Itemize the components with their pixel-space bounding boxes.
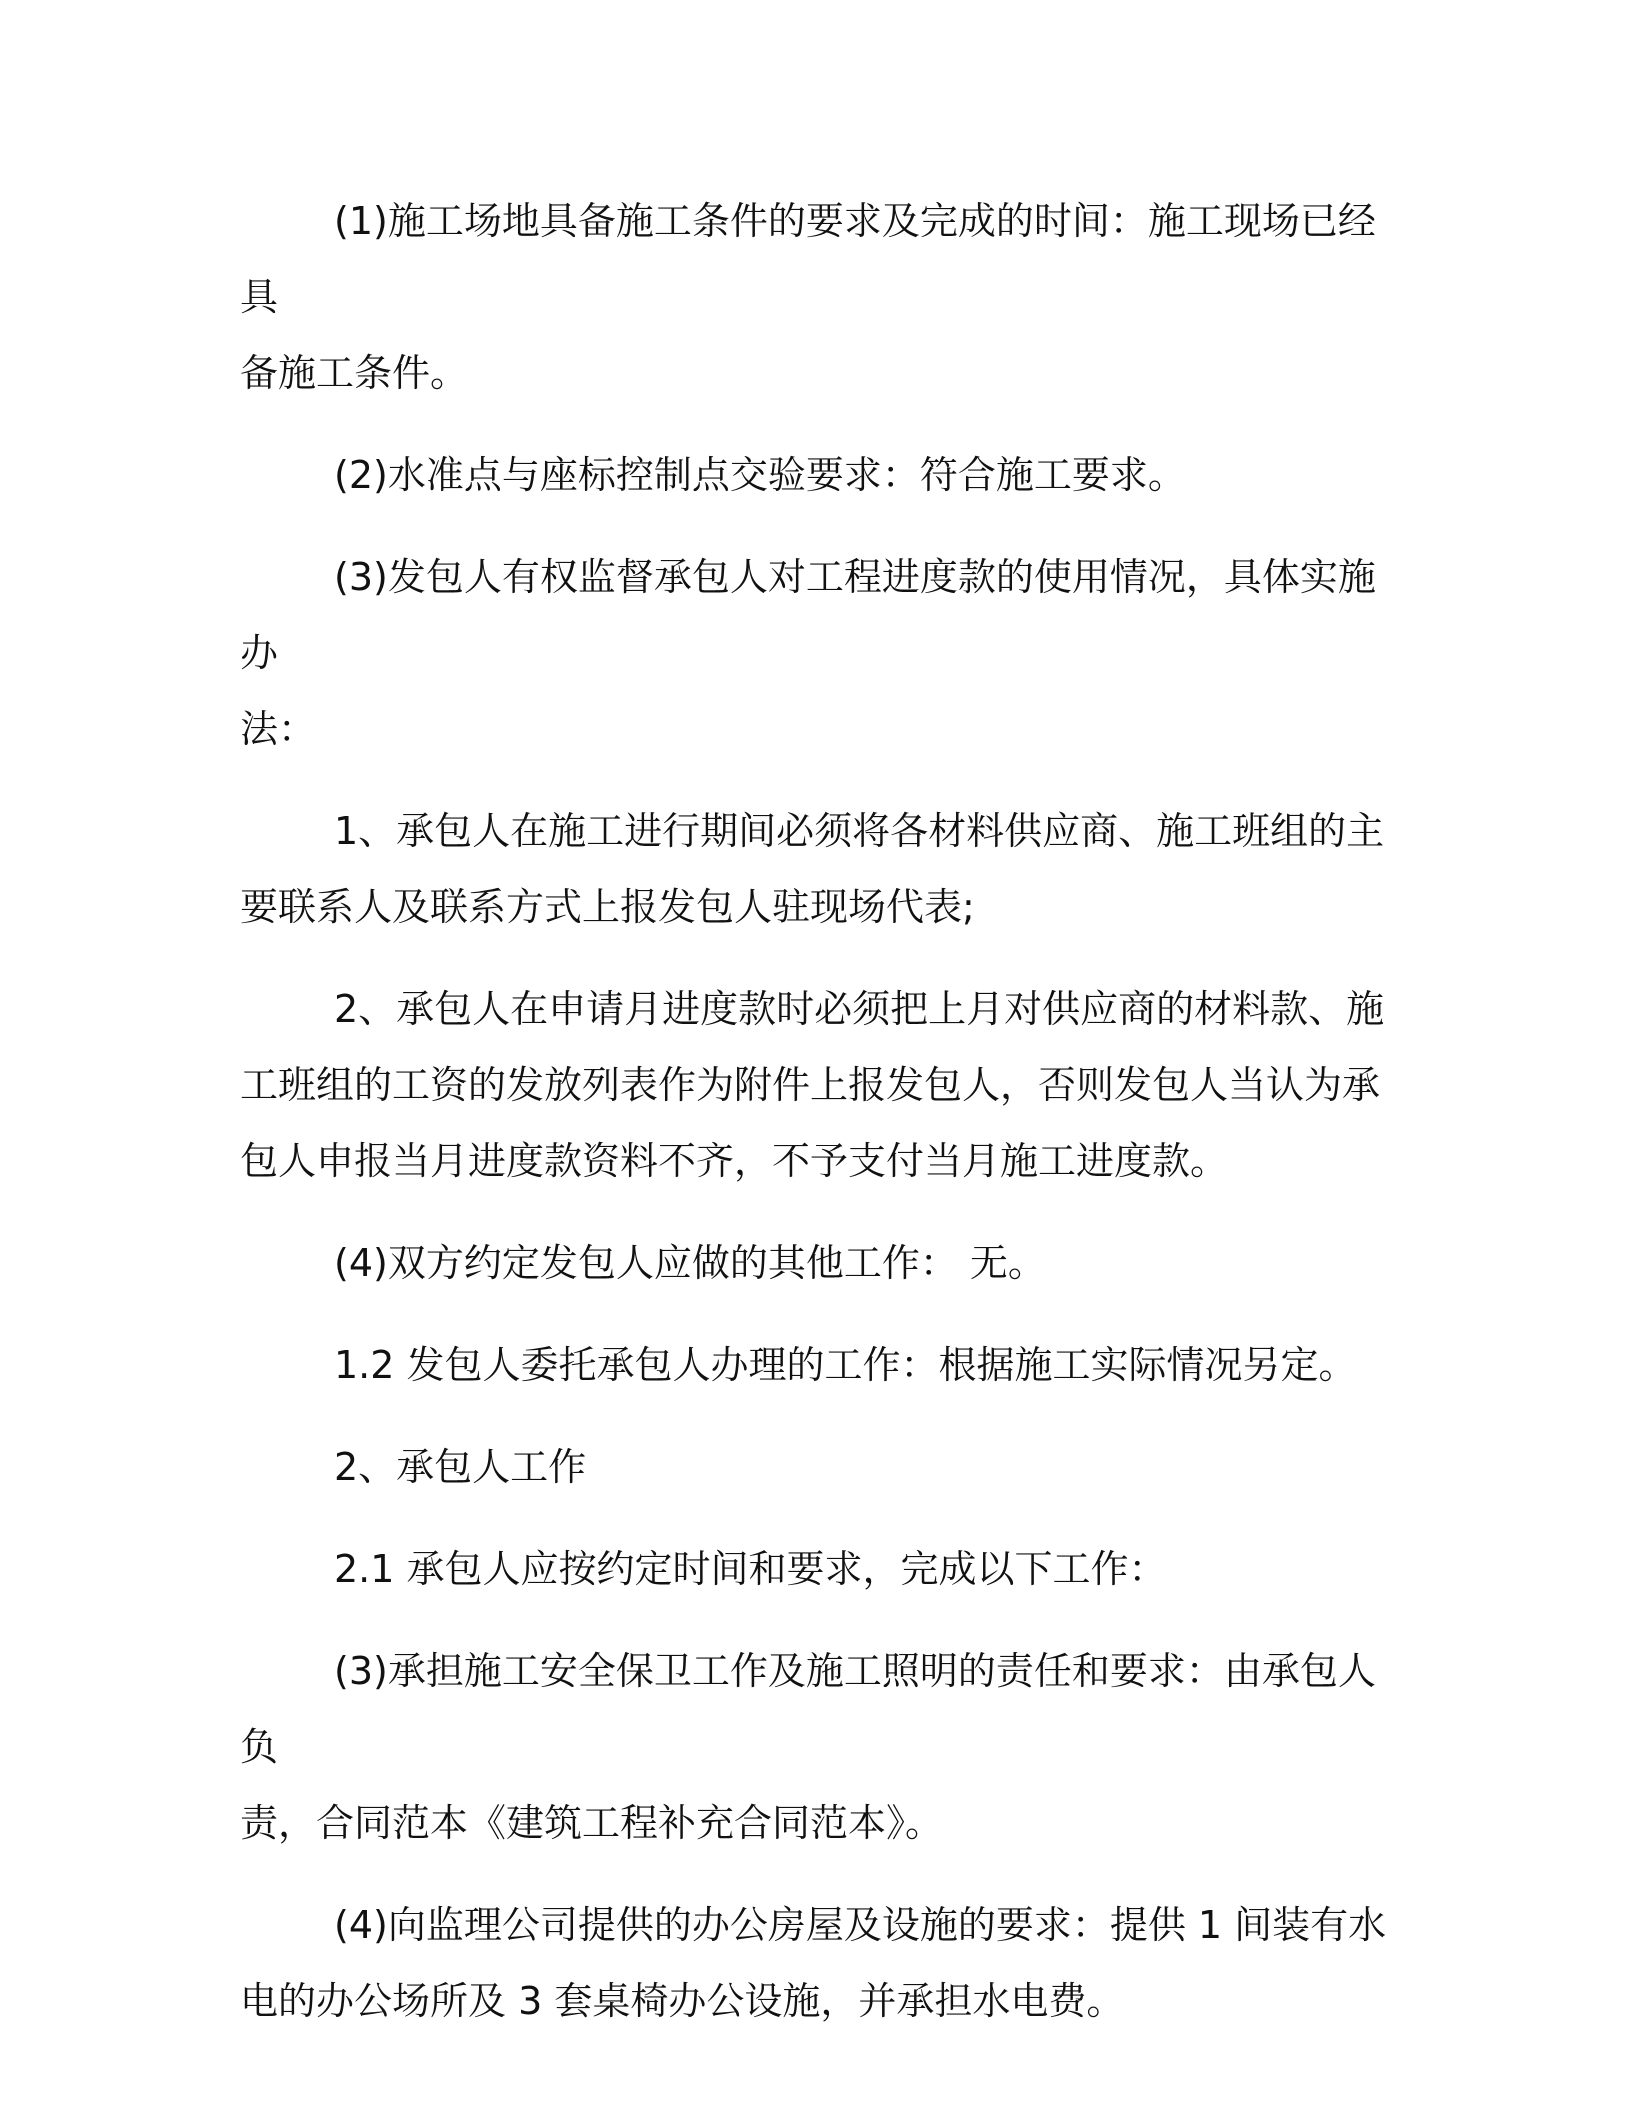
paragraph-line: 法： xyxy=(240,707,317,751)
paragraph-supervision xyxy=(240,539,1390,767)
paragraph-office xyxy=(240,1887,1390,2039)
paragraph-line: (4)双方约定发包人应做的其他工作： 无。 xyxy=(334,1241,1046,1285)
paragraph-line: 电的办公场所及 3 套桌椅办公设施，并承担水电费。 xyxy=(240,1979,1125,2023)
paragraph-section-2-heading xyxy=(240,1429,1390,1505)
paragraph-line: 备施工条件。 xyxy=(240,351,469,395)
paragraph-line: (3)承担施工安全保卫工作及施工照明的责任和要求：由承包人负 xyxy=(240,1649,1376,1769)
paragraph-line: 2、承包人工作 xyxy=(334,1445,587,1489)
paragraph-line: 1、承包人在施工进行期间必须将各材料供应商、施工班组的主 xyxy=(334,809,1385,853)
paragraph-site-conditions xyxy=(240,183,1390,411)
paragraph-security xyxy=(240,1633,1390,1861)
paragraph-section-1-2 xyxy=(240,1327,1390,1403)
paragraph-benchmark xyxy=(240,437,1390,513)
paragraph-other-work xyxy=(240,1225,1390,1301)
paragraph-item-1 xyxy=(240,793,1390,945)
paragraph-line: 1.2 发包人委托承包人办理的工作：根据施工实际情况另定。 xyxy=(334,1343,1357,1387)
paragraph-line: 2、承包人在申请月进度款时必须把上月对供应商的材料款、施 xyxy=(334,987,1385,1031)
paragraph-section-2-1 xyxy=(240,1531,1390,1607)
paragraph-line: 责，合同范本《建筑工程补充合同范本》。 xyxy=(240,1801,944,1845)
paragraph-line: 工班组的工资的发放列表作为附件上报发包人，否则发包人当认为承 xyxy=(240,1063,1381,1107)
paragraph-line: (1)施工场地具备施工条件的要求及完成的时间：施工现场已经具 xyxy=(240,199,1376,319)
paragraph-line: (3)发包人有权监督承包人对工程进度款的使用情况，具体实施办 xyxy=(240,555,1376,675)
paragraph-line: (4)向监理公司提供的办公房屋及设施的要求：提供 1 间装有水 xyxy=(334,1903,1387,1947)
paragraph-line: 要联系人及联系方式上报发包人驻现场代表; xyxy=(240,885,975,929)
paragraph-line: (2)水准点与座标控制点交验要求：符合施工要求。 xyxy=(334,453,1186,497)
paragraph-line: 包人申报当月进度款资料不齐，不予支付当月施工进度款。 xyxy=(240,1139,1229,1183)
document-body xyxy=(240,183,1390,2065)
paragraph-item-2 xyxy=(240,971,1390,1199)
paragraph-line: 2.1 承包人应按约定时间和要求，完成以下工作： xyxy=(334,1547,1167,1591)
